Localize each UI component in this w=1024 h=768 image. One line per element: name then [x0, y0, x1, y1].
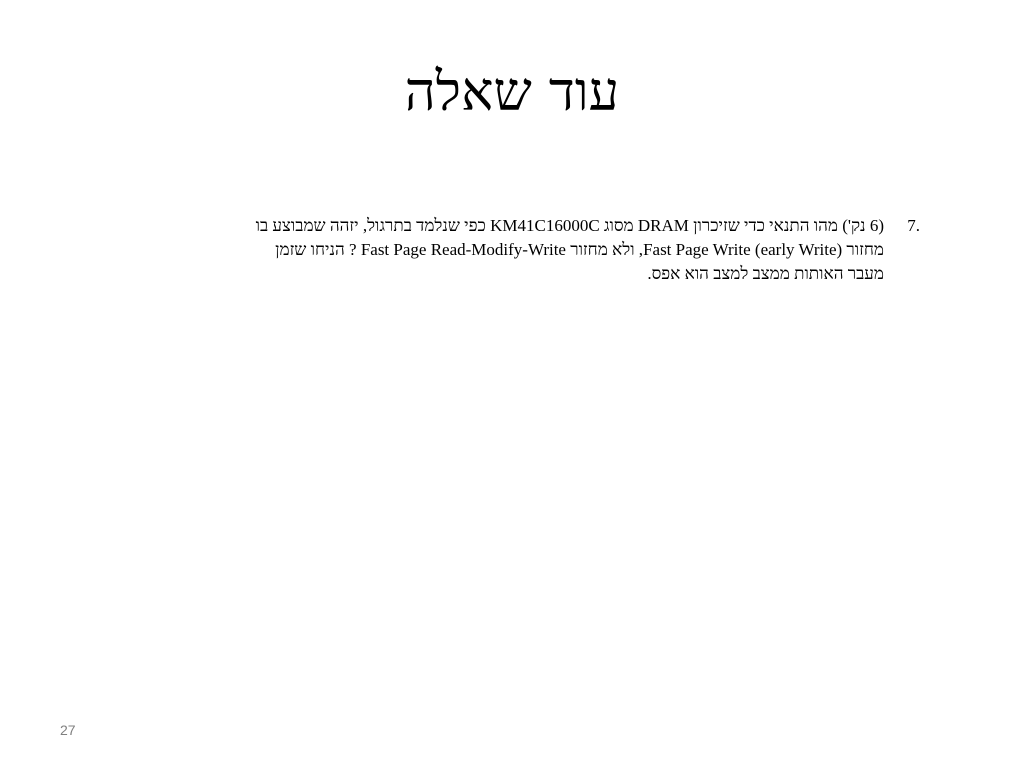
question-text: [152, 214, 884, 286]
page-number: 27: [60, 722, 76, 738]
slide-title: עוד שאלה: [404, 60, 620, 123]
question-block: [152, 214, 920, 286]
question-line: מעבר האותות ממצב למצב הוא אפס.: [647, 264, 884, 283]
question-line: מחזור Fast Page Write (early Write), ולא מחזור Fast Page Read-Modify-Write ? הניחו שזמן: [275, 240, 884, 259]
question-number: 7.: [907, 216, 920, 235]
question-line: (6 נק') מהו התנאי כדי שזיכרון DRAM מסוג KM41C16000C כפי שנלמד בתרגול, יזהה שמבוצע בו: [255, 216, 884, 235]
